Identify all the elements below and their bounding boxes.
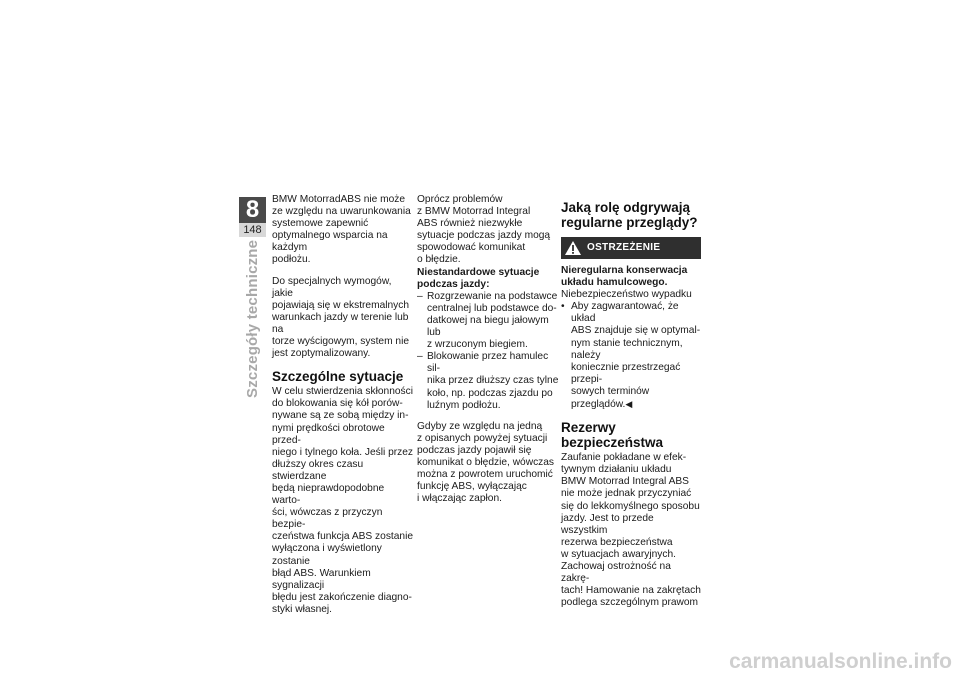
- warning-list: [561, 301, 701, 411]
- watermark: carmanualsonline.info: [729, 650, 952, 673]
- safety-reserves-paragraph: Zaufanie pokładane w efek- tywnym działaniu układu BMW Motorrad Integral ABS nie może jednak przyczyniać się do lekkomyślnego sposobu jazdy. Jest to przede wszystkim rezerwa bezpieczeństwa w sytuacjach awaryjnych. Zachowaj ostrożność na zakrę- tach! Hamowanie na zakrętach podlega szczególnym prawom: [561, 452, 701, 609]
- warning-text: Aby zagwarantować, że układ ABS znajduje się w optymal- nym stanie technicznym, należy koniecznie przestrzegać przepi- sowych terminów przeglądów.: [571, 301, 701, 411]
- warning-label: OSTRZEŻENIE: [587, 241, 661, 253]
- warning-subtitle: Niebezpieczeństwo wypadku: [561, 289, 692, 301]
- list-item-text: Rozgrzewanie na podstawce centralnej lub podstawce do- datkowej na biegu jałowym lub z wrzuconym biegiem.: [427, 290, 558, 351]
- bullet-marker: •: [561, 301, 565, 313]
- section-heading-special-situations: Szczególne sytuacje: [272, 369, 404, 385]
- page-number: 148: [239, 223, 266, 237]
- list-dash: –: [417, 290, 423, 302]
- warning-triangle-icon: [564, 240, 582, 256]
- column-2: [417, 194, 560, 514]
- warning-banner: [561, 237, 701, 259]
- section-heading-safety-reserves: Rezerwy bezpieczeństwa: [561, 420, 664, 451]
- subheading-unusual-situations: Niestandardowe sytuacje podczas jazdy:: [417, 266, 540, 290]
- restart-abs-paragraph: Gdyby ze względu na jedną z opisanych powyżej sytuacji podczas jazdy pojawił się komunikat o błędzie, wówczas można z powrotem uruchomić funkcję ABS, wyłączając i włączając zapłon.: [417, 420, 555, 505]
- special-situations-paragraph: W celu stwierdzenia skłonności do blokowania się kół porów- nywane są ze sobą między in- nymi prędkości obrotowe przed- niego i tylnego koła. Jeśli przez dłuższy okres czasu stwierdzane będą nieprawdopodobne warto- ści, wówczas z przyczyn bezpie- czeństwa funkcja ABS zostanie wyłączona i wyświetlony zostanie błąd ABS. Warunkiem sygnalizacji błędu jest zakończenie diagno- styki własnej.: [272, 386, 414, 615]
- extreme-conditions-paragraph: Do specjalnych wymogów, jakie pojawiają się w ekstremalnych warunkach jazdy w terenie lub na torze wyścigowym, system nie jest zoptymalizowany.: [272, 275, 410, 360]
- list-item: [417, 291, 560, 351]
- warning-title: Nieregularna konserwacja układu hamulcowego.: [561, 265, 688, 289]
- list-dash: –: [417, 351, 423, 363]
- list-item-text: Blokowanie przez hamulec sil- nika przez dłuższy czas tylne koło, np. podczas zjazdu po luźnym podłożu.: [427, 351, 559, 411]
- chapter-number: 8: [245, 196, 260, 223]
- list-item: [417, 351, 560, 411]
- intro-paragraph: BMW MotorradABS nie może ze względu na uwarunkowania systemowe zapewnić optymalnego wsparcia na każdym podłożu.: [272, 194, 411, 266]
- chapter-title-vertical: [238, 239, 268, 398]
- unusual-situations-list: [417, 291, 560, 412]
- column-1: [272, 194, 415, 625]
- section-heading-inspections: Jaką rolę odgrywają regularne przeglądy?: [561, 200, 698, 230]
- problems-paragraph: Oprócz problemów z BMW Motorrad Integral ABS również niezwykłe sytuacje podczas jazdy mogą spowodować komunikat o błędzie.: [417, 194, 551, 266]
- list-item: [561, 301, 701, 411]
- column-3: [561, 194, 701, 618]
- chapter-title: Szczegóły techniczne: [244, 239, 261, 398]
- end-marker-icon: ◀: [625, 399, 633, 410]
